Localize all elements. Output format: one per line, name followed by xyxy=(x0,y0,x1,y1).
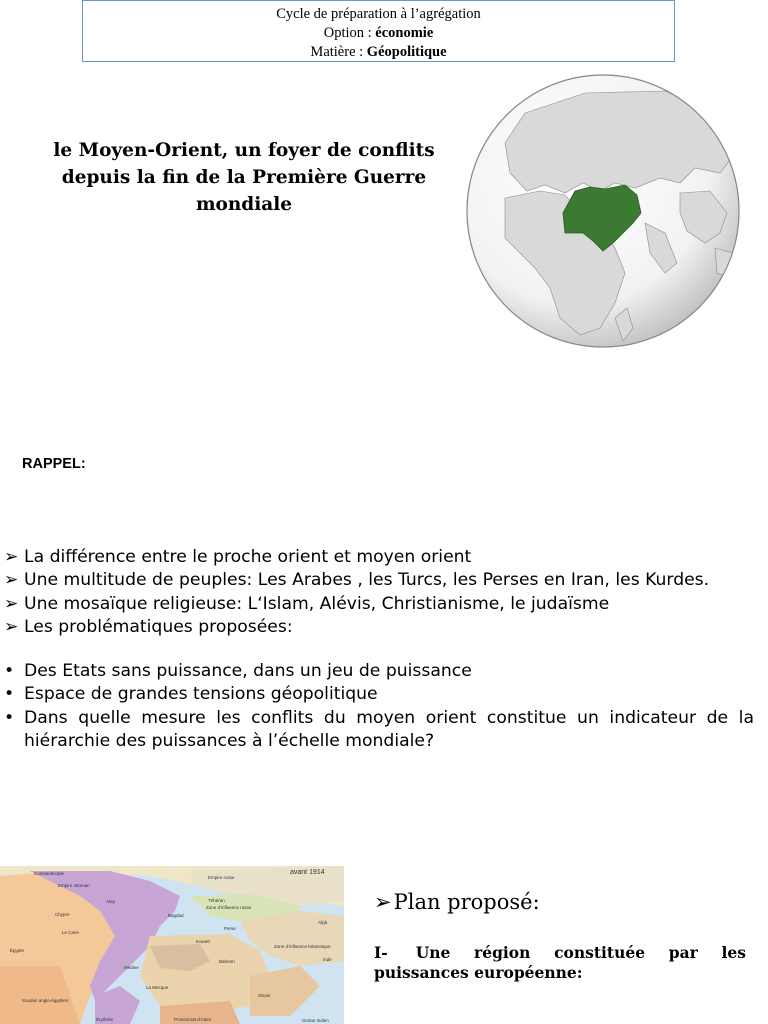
arrow-item xyxy=(4,593,754,616)
plan-label: Plan proposé: xyxy=(393,890,540,914)
section-number: I- xyxy=(374,943,388,962)
section-heading-1 xyxy=(374,943,746,983)
map-label: Érythrée xyxy=(96,1017,114,1022)
arrow-bullet-icon: ➢ xyxy=(4,570,19,591)
header-line-matiere xyxy=(83,43,674,62)
map-label: Constantinople xyxy=(34,871,65,876)
bullet-item-text: Espace de grandes tensions géopolitique xyxy=(24,684,378,705)
option-value: économie xyxy=(375,25,434,41)
arrow-item-text: Une multitude de peuples: Les Arabes , les Turcs, les Perses en Iran, les Kurdes. xyxy=(24,570,710,591)
matiere-prefix: Matière : xyxy=(310,44,367,60)
map-label: Zone d’influence britannique xyxy=(274,944,331,949)
arrow-item xyxy=(4,569,754,592)
arrow-bullet-icon: ➢ xyxy=(4,547,19,567)
header-line-cycle: Cycle de préparation à l’agrégation xyxy=(276,6,481,22)
bullet-item xyxy=(4,660,754,683)
map-label: La Mecque xyxy=(146,985,169,990)
map-label: Alep xyxy=(106,899,116,904)
map-label: Bahreïn xyxy=(219,959,235,964)
arrow-bullet-icon: ➢ xyxy=(374,890,392,914)
map-label: Inde xyxy=(323,957,332,962)
arrow-bullet-icon: ➢ xyxy=(4,616,19,637)
page-title: le Moyen-Orient, un foyer de conflits depuis la fin de la Première Guerre mondiale xyxy=(53,140,435,215)
arrow-item xyxy=(4,616,754,639)
map-label: Égypte xyxy=(10,948,25,953)
map-label: Afgh. xyxy=(318,920,329,925)
arrow-bullet-icon: ➢ xyxy=(4,593,19,614)
plan-heading xyxy=(374,890,540,914)
matiere-value: Géopolitique xyxy=(366,44,447,60)
historical-map-image xyxy=(0,866,344,1024)
map-year-label: avant 1914 xyxy=(290,869,325,876)
map-label: Téhéran xyxy=(208,898,225,903)
bullet-item xyxy=(4,683,754,706)
map-label: Océan Indien xyxy=(302,1018,329,1023)
dot-bullet-icon: • xyxy=(4,707,15,728)
option-prefix: Option : xyxy=(323,25,376,41)
map-label: Médine xyxy=(124,965,139,970)
rappel-heading: RAPPEL: xyxy=(22,456,86,472)
bullet-item-text: Dans quelle mesure les conflits du moyen orient constitue un indicateur de la hiérarchie des puissances à l’échelle mondiale? xyxy=(24,707,754,752)
map-label: Empire ottoman xyxy=(58,883,90,888)
globe-image xyxy=(465,73,741,349)
map-label: Bagdad xyxy=(168,913,184,918)
content-list xyxy=(4,546,754,753)
map-label: Empire russe xyxy=(208,875,235,880)
dot-bullet-icon: • xyxy=(4,684,15,705)
header-box xyxy=(82,0,675,62)
map-label: Perse xyxy=(224,926,236,931)
bullet-item-text: Des Etats sans puissance, dans un jeu de puissance xyxy=(24,661,472,682)
map-label: Le Caire xyxy=(62,930,80,935)
map-label: Oman xyxy=(258,993,271,998)
arrow-item-text: Les problématiques proposées: xyxy=(24,616,293,637)
section-title: Une région constituée par les puissances européenne: xyxy=(374,943,746,982)
map-label: Soudan anglo-égyptien xyxy=(22,998,69,1003)
map-label: Protectorat d’Aden xyxy=(174,1017,212,1022)
header-line-option xyxy=(83,24,674,43)
dot-bullet-icon: • xyxy=(4,661,15,682)
arrow-item-text: Une mosaïque religieuse: L‘Islam, Alévis, Christianisme, le judaïsme xyxy=(24,593,610,614)
arrow-item-text: La différence entre le proche orient et moyen orient xyxy=(24,547,472,567)
arrow-item xyxy=(4,546,754,569)
map-label: Zone d’influence russe xyxy=(206,905,252,910)
map-label: Koweït xyxy=(196,939,210,944)
map-label: Chypre xyxy=(55,912,70,917)
bullet-item xyxy=(4,707,754,754)
